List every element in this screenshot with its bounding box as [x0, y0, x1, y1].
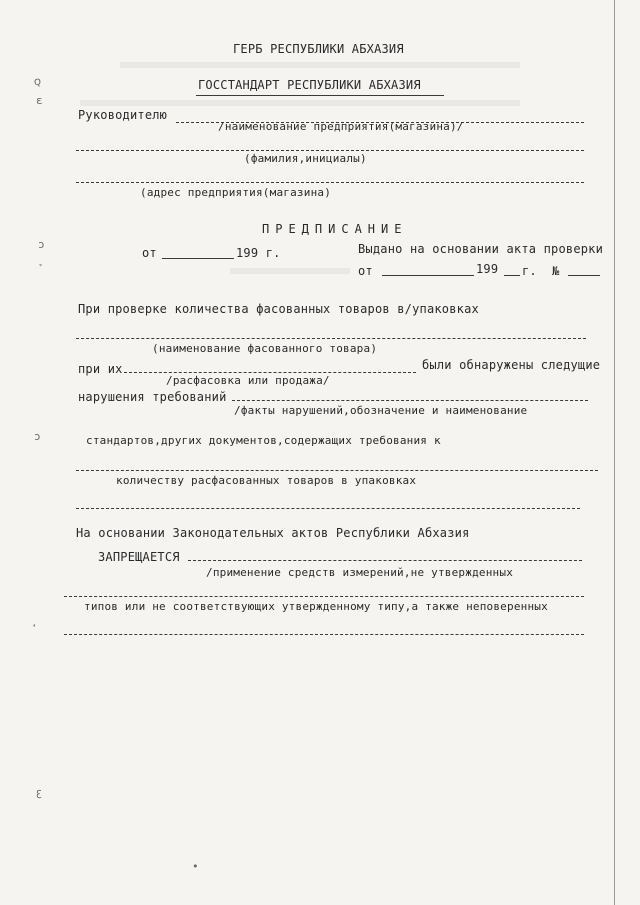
- packing-hint: /расфасовка или продажа/: [166, 374, 330, 387]
- violations-field-2[interactable]: [76, 470, 598, 471]
- act-year: 199: [476, 262, 499, 276]
- prohibited-field[interactable]: [188, 560, 582, 561]
- bleed-through: [80, 100, 520, 106]
- dot-mark: •: [192, 860, 199, 873]
- date-year: 199 г.: [236, 246, 281, 260]
- facts-hint: /факты нарушений,обозначение и наименование: [234, 404, 528, 417]
- punch-mark: ɛ: [36, 94, 43, 107]
- punch-mark: ɔ: [34, 430, 41, 443]
- enterprise-name-hint: /наименование предприятия(магазина)/: [218, 120, 464, 133]
- prohibited-field-2[interactable]: [64, 596, 584, 597]
- packing-field[interactable]: [124, 372, 416, 373]
- inspection-line: При проверке количества фасованных товаров в/упаковках: [78, 302, 479, 316]
- legal-basis-text: На основании Законодательных актов Республики Абхазия: [76, 526, 470, 540]
- document-title: ПРЕДПИСАНИЕ: [262, 222, 408, 236]
- prohibited-label: ЗАПРЕЩАЕТСЯ: [98, 550, 180, 564]
- violations-label: нарушения требований: [78, 390, 227, 404]
- violations-field[interactable]: [232, 400, 588, 401]
- agency-underline: [196, 95, 444, 96]
- act-from-label: от: [358, 264, 373, 278]
- date-from-label: от: [142, 246, 157, 260]
- act-number-sign: №: [552, 264, 560, 278]
- act-date-field[interactable]: [382, 275, 474, 276]
- prohibited-hint-1: /применение средств измерений,не утвержденных: [206, 566, 514, 579]
- prohibited-hint-2: типов или не соответствующих утвержденному типу,а также неповеренных: [84, 600, 548, 613]
- agency-name: ГОССТАНДАРТ РЕСПУБЛИКИ АБХАЗИЯ: [198, 78, 421, 92]
- act-number-field[interactable]: [568, 275, 600, 276]
- bleed-through: [120, 62, 520, 68]
- goods-name-hint: (наименование фасованного товара): [152, 342, 378, 355]
- standards-hint: стандартов,других документов,содержащих требования к: [86, 434, 441, 447]
- address-field[interactable]: [76, 182, 584, 183]
- act-year-g: г.: [522, 264, 537, 278]
- their-prefix: при их: [78, 362, 123, 376]
- addressee-prefix: Руководителю: [78, 108, 168, 122]
- address-hint: (адрес предприятия(магазина): [140, 186, 332, 199]
- coat-of-arms-caption: ГЕРБ РЕСПУБЛИКИ АБХАЗИЯ: [233, 42, 404, 56]
- quantity-hint: количеству расфасованных товаров в упаковках: [116, 474, 417, 487]
- punch-mark: ɔ: [38, 238, 45, 251]
- found-text: были обнаружены следущие: [422, 358, 601, 372]
- scan-edge: [614, 0, 615, 905]
- fio-hint: (фамилия,инициалы): [244, 152, 367, 165]
- punch-mark: ꜫ: [36, 786, 42, 799]
- goods-name-field[interactable]: [76, 338, 586, 339]
- violations-field-3[interactable]: [76, 508, 580, 509]
- act-year-field[interactable]: [504, 275, 520, 276]
- issued-basis-text: Выдано на основании акта проверки: [358, 242, 604, 256]
- prohibited-field-3[interactable]: [64, 634, 584, 635]
- fio-field[interactable]: [76, 150, 584, 151]
- bleed-through: [230, 268, 350, 274]
- date-field[interactable]: [162, 258, 234, 259]
- punch-mark: ꞯ: [34, 75, 41, 88]
